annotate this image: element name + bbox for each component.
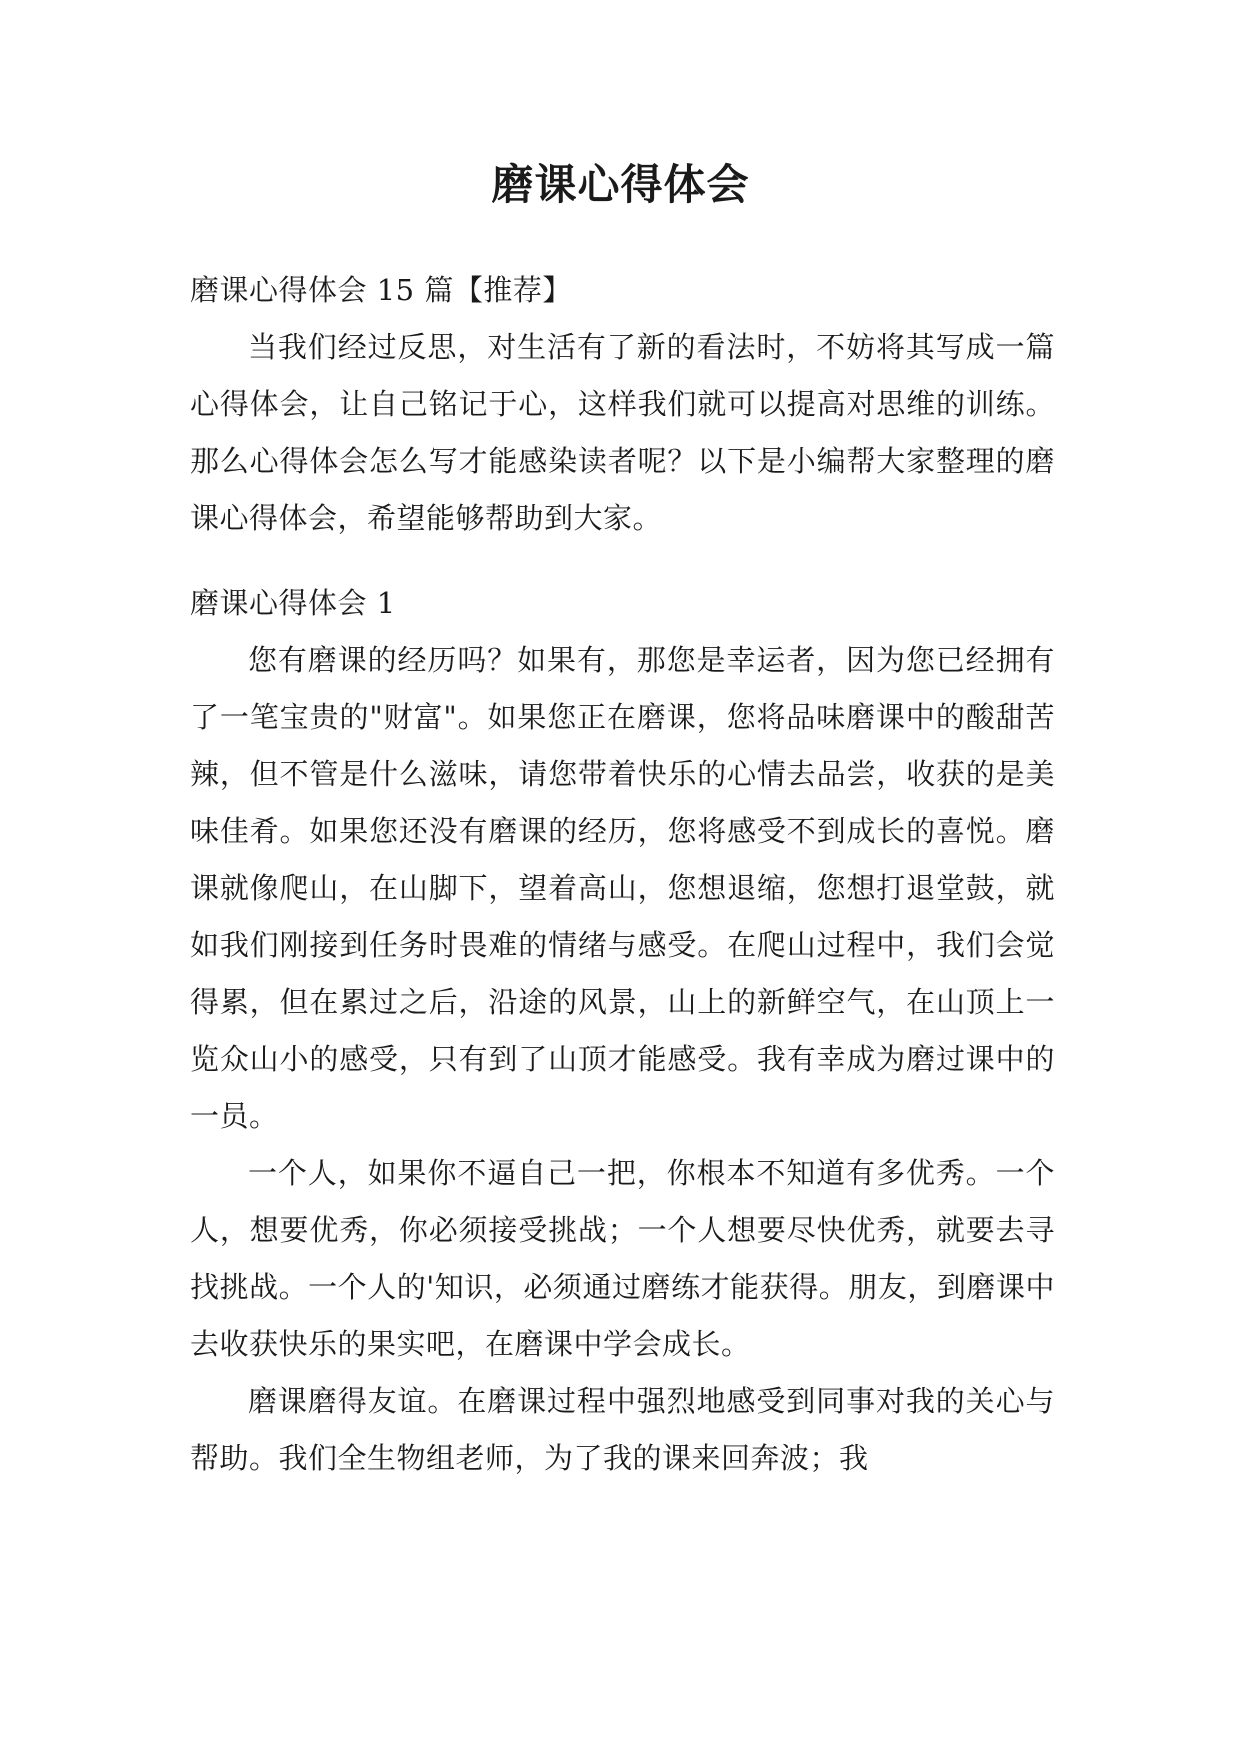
section-1-paragraph: 您有磨课的经历吗？如果有，那您是幸运者，因为您已经拥有了一笔宝贵的"财富"。如果您正在磨课，您将品味磨课中的酸甜苦辣，但不管是什么滋味，请您带着快乐的心情去品尝，收获的是美味佳肴。如果您还没有磨课的经历，您将感受不到成长的喜悦。磨课就像爬山，在山脚下，望着高山，您想退缩，您想打退堂鼓，就如我们刚接到任务时畏难的情绪与感受。在爬山过程中，我们会觉得累，但在累过之后，沿途的风景，山上的新鲜空气，在山顶上一览众山小的感受，只有到了山顶才能感受。我有幸成为磨过课中的一员。: [190, 643, 1055, 1133]
intro-heading: 磨课心得体会 15 篇【推荐】: [190, 273, 572, 307]
section-1-paragraph: 一个人，如果你不逼自己一把，你根本不知道有多优秀。一个人，想要优秀，你必须接受挑战；一个人想要尽快优秀，就要去寻找挑战。一个人的'知识，必须通过磨练才能获得。朋友，到磨课中去收获快乐的果实吧，在磨课中学会成长。: [190, 1156, 1055, 1361]
document-title: 磨课心得体会: [491, 160, 750, 209]
intro-paragraph: 当我们经过反思，对生活有了新的看法时，不妨将其写成一篇心得体会，让自己铭记于心，这样我们就可以提高对思维的训练。那么心得体会怎么写才能感染读者呢？以下是小编帮大家整理的磨课心得体会，希望能够帮助到大家。: [190, 330, 1055, 535]
section-1-heading: 磨课心得体会 1: [190, 586, 396, 620]
intro-section: [190, 262, 1055, 547]
section-1-paragraph: 磨课磨得友谊。在磨课过程中强烈地感受到同事对我的关心与帮助。我们全生物组老师，为了我的课来回奔波；我: [190, 1384, 1055, 1475]
section-1: [190, 575, 1055, 1487]
